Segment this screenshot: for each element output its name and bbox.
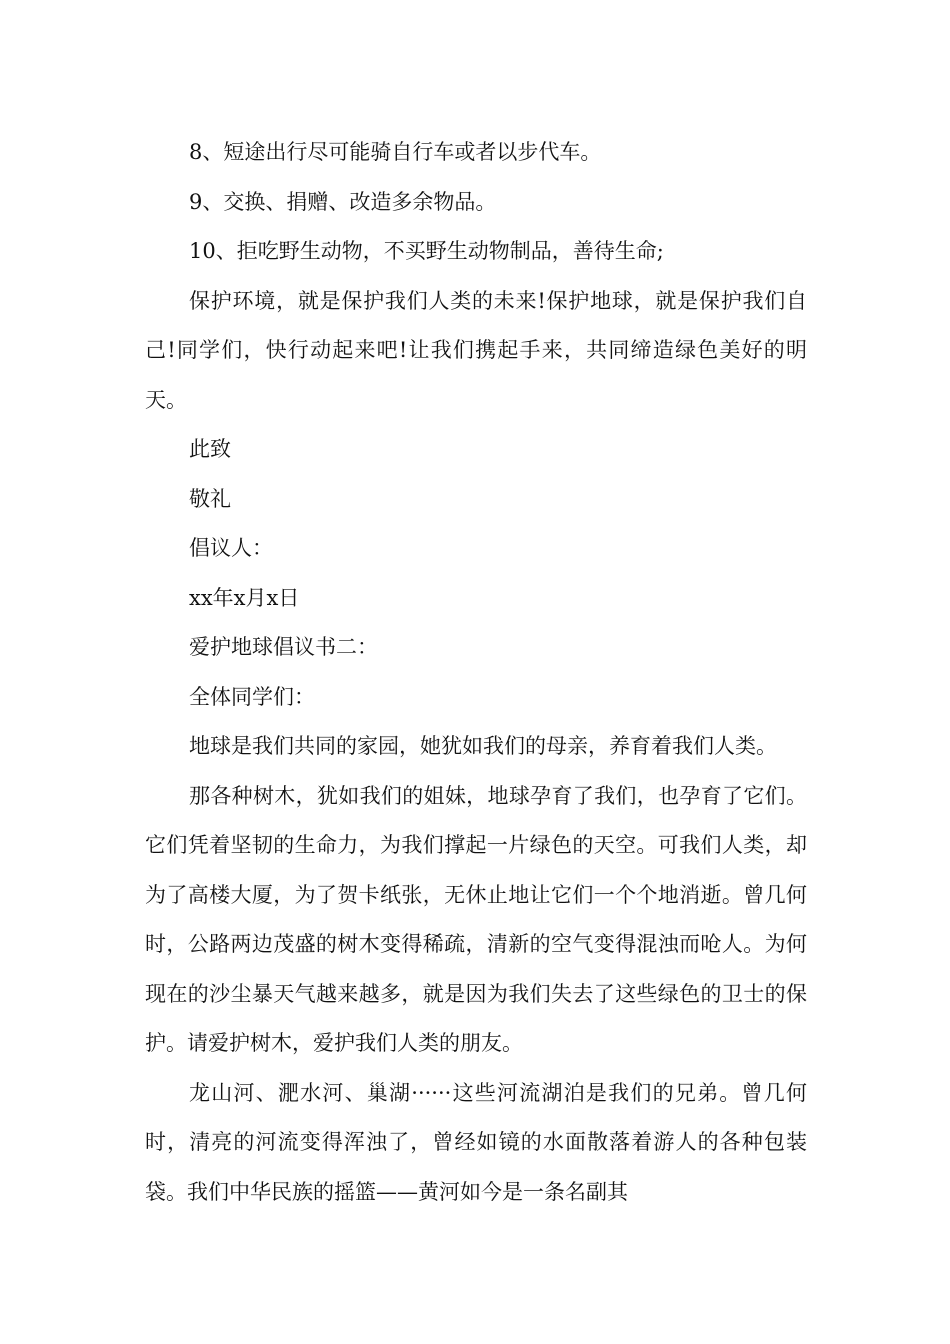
list-item-10: 10、拒吃野生动物，不买野生动物制品，善待生命; <box>189 239 664 263</box>
section-title: 爱护地球倡议书二： <box>189 635 378 659</box>
signature-label: 倡议人： <box>189 536 273 560</box>
list-item-9: 9、交换、捐赠、改造多余物品。 <box>189 189 497 214</box>
body-paragraph-earth: 地球是我们共同的家园，她犹如我们的母亲，养育着我们人类。 <box>189 734 777 758</box>
salutation-cizhi: 此致 <box>189 437 231 461</box>
list-item-8: 8、短途出行尽可能骑自行车或者以步代车。 <box>189 140 602 164</box>
document-body <box>145 128 807 1217</box>
greeting: 全体同学们： <box>189 684 315 709</box>
body-paragraph-rivers: 龙山河、淝水河、巢湖······这些河流湖泊是我们的兄弟。曾几何时，清亮的河流变得浑浊了，曾经如镜的水面散落着游人的各种包装袋。我们中华民族的摇篮——黄河如今是一条名副其 <box>145 1080 807 1204</box>
closing-paragraph: 保护环境，就是保护我们人类的未来!保护地球，就是保护我们自己!同学们，快行动起来吧!让我们携起手来，共同缔造绿色美好的明天。 <box>145 288 807 412</box>
body-paragraph-trees: 那各种树木，犹如我们的姐妹，地球孕育了我们，也孕育了它们。它们凭着坚韧的生命力，为我们撑起一片绿色的天空。可我们人类，却为了高楼大厦，为了贺卡纸张，无休止地让它们一个个地消逝。曾几何时，公路两边茂盛的树木变得稀疏，清新的空气变得混浊而呛人。为何现在的沙尘暴天气越来越多，就是因为我们失去了这些绿色的卫士的保护。请爱护树木，爱护我们人类的朋友。 <box>145 783 807 1055</box>
date-line: xx年x月x日 <box>189 585 300 610</box>
salutation-jingli: 敬礼 <box>189 486 231 511</box>
